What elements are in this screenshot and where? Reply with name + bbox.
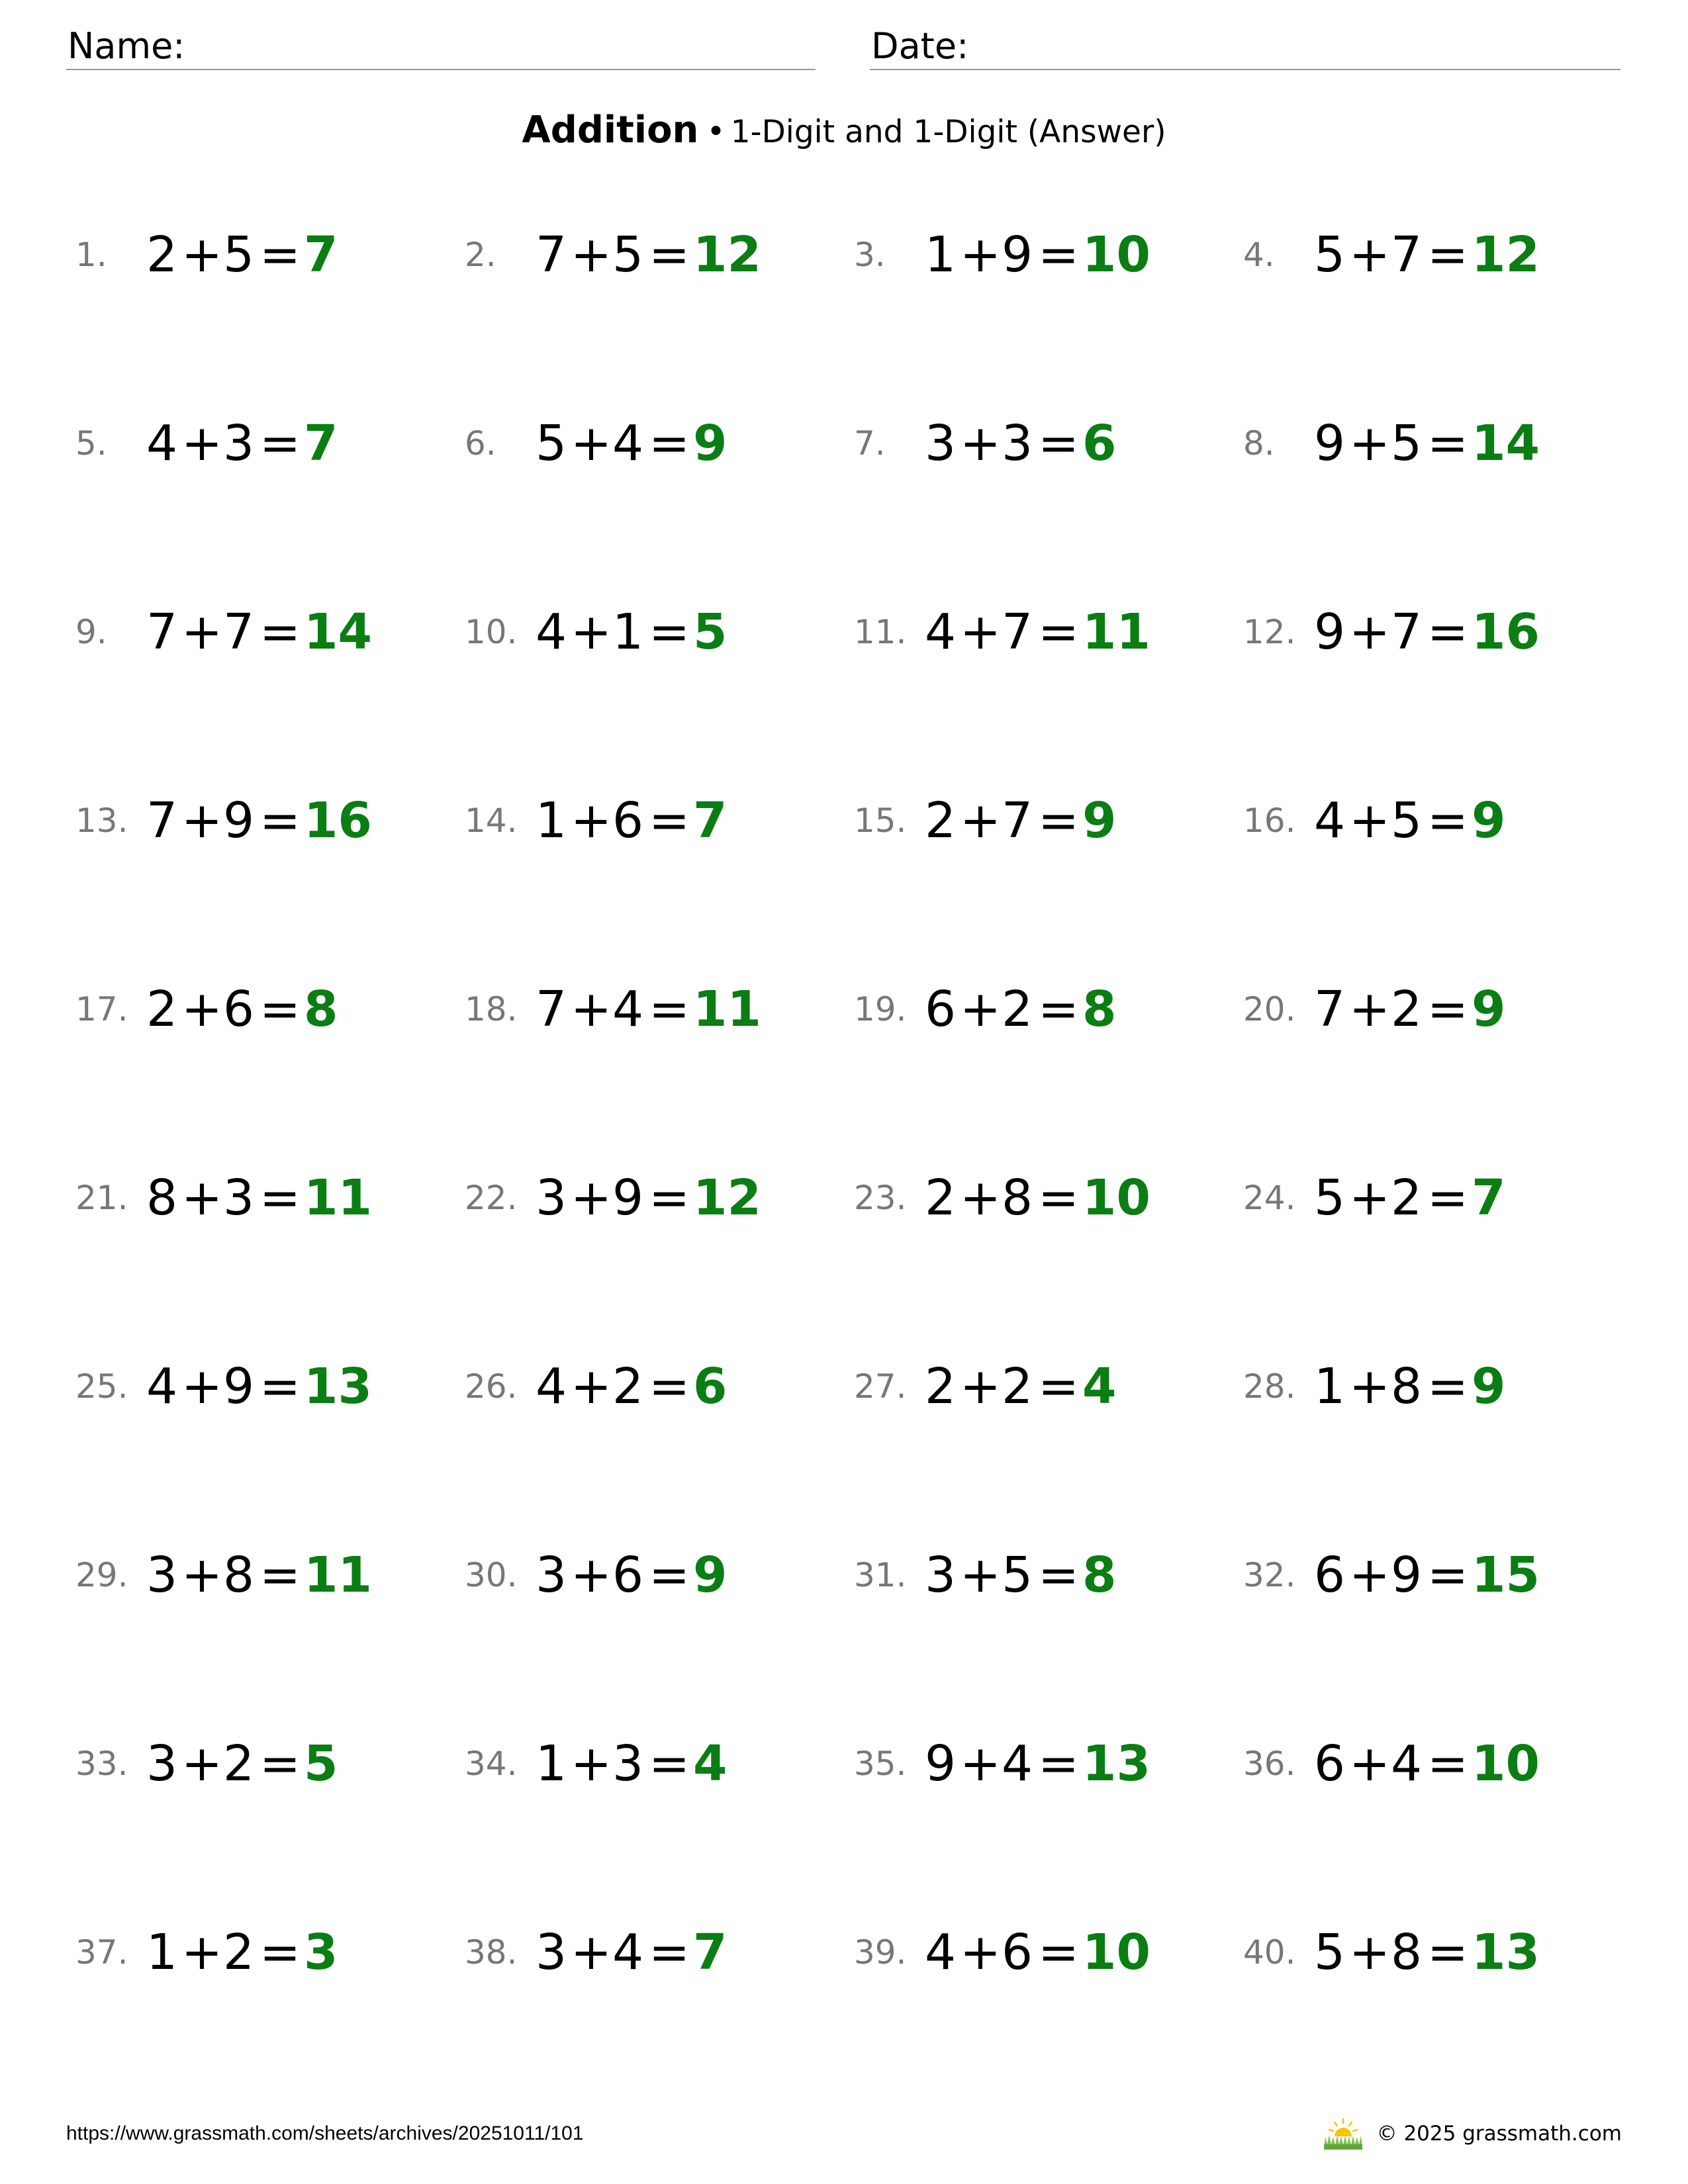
equals-sign: = xyxy=(1427,1735,1468,1792)
answer: 9 xyxy=(1472,1358,1506,1415)
operand-a: 3 xyxy=(925,415,957,472)
equals-sign: = xyxy=(1037,1358,1079,1415)
title-subtitle: 1-Digit and 1-Digit (Answer) xyxy=(730,114,1166,150)
problem-number: 23. xyxy=(854,1179,907,1217)
answer: 8 xyxy=(304,981,338,1038)
operand-b: 7 xyxy=(1391,604,1423,660)
answer: 14 xyxy=(304,604,372,660)
title-main: Addition xyxy=(522,109,699,152)
answer: 11 xyxy=(304,1169,372,1226)
problem-equation xyxy=(925,1919,1150,1985)
problem-number: 16. xyxy=(1243,801,1296,840)
answer: 5 xyxy=(693,604,727,660)
problem-number: 8. xyxy=(1243,424,1275,463)
operator: + xyxy=(1348,1924,1390,1981)
name-label: Name: xyxy=(68,25,185,67)
problem-equation xyxy=(925,1353,1117,1420)
answer: 6 xyxy=(1082,415,1117,472)
operand-a: 9 xyxy=(1314,415,1346,472)
operand-b: 5 xyxy=(1391,415,1423,472)
operator: + xyxy=(570,1358,612,1415)
operand-b: 9 xyxy=(223,1358,255,1415)
problem-number: 15. xyxy=(854,801,907,840)
answer: 7 xyxy=(693,1924,727,1981)
problem-equation xyxy=(1314,1165,1506,1231)
problem-equation xyxy=(925,410,1117,477)
operand-a: 5 xyxy=(1314,1924,1346,1981)
problem-number: 38. xyxy=(465,1933,518,1972)
answer: 5 xyxy=(304,1735,338,1792)
problem-number: 11. xyxy=(854,613,907,651)
problem-equation xyxy=(536,788,727,854)
equals-sign: = xyxy=(259,1169,301,1226)
problem-equation xyxy=(146,1731,338,1797)
equals-sign: = xyxy=(648,981,690,1038)
answer: 16 xyxy=(1472,604,1540,660)
operand-a: 1 xyxy=(1314,1358,1346,1415)
equals-sign: = xyxy=(648,415,690,472)
operand-a: 8 xyxy=(146,1169,178,1226)
operand-b: 6 xyxy=(612,792,644,849)
date-label: Date: xyxy=(871,25,969,67)
answer: 12 xyxy=(693,226,761,283)
equals-sign: = xyxy=(259,792,301,849)
problem-equation xyxy=(1314,976,1506,1042)
problem-number: 3. xyxy=(854,236,886,274)
operator: + xyxy=(1348,1547,1390,1604)
operand-a: 4 xyxy=(146,415,178,472)
answer: 8 xyxy=(1082,1547,1117,1604)
operator: + xyxy=(1348,604,1390,660)
operator: + xyxy=(959,792,1001,849)
operand-b: 7 xyxy=(1002,604,1033,660)
name-field[interactable] xyxy=(66,24,816,70)
operator: + xyxy=(570,981,612,1038)
equals-sign: = xyxy=(1037,1169,1079,1226)
problem-equation xyxy=(536,1353,727,1420)
equals-sign: = xyxy=(648,604,690,660)
problem-equation xyxy=(1314,410,1540,477)
equals-sign: = xyxy=(1037,415,1079,472)
problem-equation xyxy=(536,1165,761,1231)
operator: + xyxy=(959,1735,1001,1792)
operator: + xyxy=(1348,415,1390,472)
operand-a: 3 xyxy=(146,1735,178,1792)
footer-url[interactable]: https://www.grassmath.com/sheets/archives/20251011/101 xyxy=(66,2122,584,2144)
grass-sun-logo-icon xyxy=(1321,2118,1365,2150)
operand-a: 1 xyxy=(536,792,567,849)
operand-b: 8 xyxy=(1391,1924,1423,1981)
problem-number: 26. xyxy=(465,1367,518,1406)
equals-sign: = xyxy=(1037,792,1079,849)
operator: + xyxy=(181,792,222,849)
problem-equation xyxy=(925,222,1150,288)
equals-sign: = xyxy=(259,1358,301,1415)
operand-b: 2 xyxy=(1002,981,1033,1038)
problem-number: 35. xyxy=(854,1745,907,1783)
operator: + xyxy=(181,604,222,660)
operand-a: 7 xyxy=(536,226,567,283)
answer: 9 xyxy=(693,1547,727,1604)
operand-a: 1 xyxy=(536,1735,567,1792)
operand-b: 3 xyxy=(1002,415,1033,472)
footer-copyright: © 2025 grassmath.com xyxy=(1376,2122,1622,2146)
operator: + xyxy=(570,415,612,472)
problem-number: 28. xyxy=(1243,1367,1296,1406)
answer: 13 xyxy=(304,1358,372,1415)
operator: + xyxy=(959,1924,1001,1981)
answer: 7 xyxy=(304,226,338,283)
operand-b: 9 xyxy=(1391,1547,1423,1604)
problem-equation xyxy=(146,976,338,1042)
answer: 8 xyxy=(1082,981,1117,1038)
problem-equation xyxy=(925,1542,1117,1608)
operand-a: 9 xyxy=(925,1735,957,1792)
problem-grid xyxy=(0,222,1688,2081)
operand-b: 4 xyxy=(1002,1735,1033,1792)
operator: + xyxy=(570,1169,612,1226)
equals-sign: = xyxy=(259,981,301,1038)
operand-b: 5 xyxy=(1391,792,1423,849)
problem-equation xyxy=(1314,1919,1540,1985)
operand-b: 2 xyxy=(1002,1358,1033,1415)
operand-a: 9 xyxy=(1314,604,1346,660)
equals-sign: = xyxy=(259,415,301,472)
operand-b: 2 xyxy=(1391,1169,1423,1226)
problem-number: 14. xyxy=(465,801,518,840)
problem-number: 17. xyxy=(75,990,128,1028)
equals-sign: = xyxy=(648,1735,690,1792)
operand-a: 3 xyxy=(536,1169,567,1226)
problem-number: 2. xyxy=(465,236,496,274)
problem-equation xyxy=(1314,1353,1506,1420)
problem-equation xyxy=(146,222,338,288)
problem-equation xyxy=(1314,1731,1540,1797)
equals-sign: = xyxy=(1427,1924,1468,1981)
equals-sign: = xyxy=(1427,981,1468,1038)
footer-copyright-block xyxy=(1321,2118,1622,2150)
equals-sign: = xyxy=(1037,604,1079,660)
operand-a: 3 xyxy=(925,1547,957,1604)
operand-b: 3 xyxy=(612,1735,644,1792)
equals-sign: = xyxy=(259,1547,301,1604)
operand-a: 2 xyxy=(146,226,178,283)
answer: 10 xyxy=(1082,226,1150,283)
operand-b: 2 xyxy=(223,1735,255,1792)
answer: 6 xyxy=(693,1358,727,1415)
equals-sign: = xyxy=(648,1358,690,1415)
operator: + xyxy=(570,1924,612,1981)
problem-number: 31. xyxy=(854,1556,907,1594)
answer: 14 xyxy=(1472,415,1540,472)
problem-equation xyxy=(925,788,1117,854)
operator: + xyxy=(959,604,1001,660)
problem-number: 34. xyxy=(465,1745,518,1783)
problem-number: 24. xyxy=(1243,1179,1296,1217)
operator: + xyxy=(1348,981,1390,1038)
title-separator: • xyxy=(706,113,726,150)
problem-number: 20. xyxy=(1243,990,1296,1028)
problem-equation xyxy=(1314,788,1506,854)
operand-b: 6 xyxy=(1002,1924,1033,1981)
problem-number: 12. xyxy=(1243,613,1296,651)
operator: + xyxy=(570,792,612,849)
operand-b: 7 xyxy=(1002,792,1033,849)
operand-a: 4 xyxy=(1314,792,1346,849)
operator: + xyxy=(959,415,1001,472)
operand-a: 1 xyxy=(925,226,957,283)
operand-a: 2 xyxy=(925,1169,957,1226)
equals-sign: = xyxy=(1037,1924,1079,1981)
operand-a: 6 xyxy=(1314,1547,1346,1604)
answer: 12 xyxy=(693,1169,761,1226)
answer: 16 xyxy=(304,792,372,849)
operand-a: 3 xyxy=(146,1547,178,1604)
operand-a: 5 xyxy=(1314,226,1346,283)
operator: + xyxy=(959,226,1001,283)
operand-b: 2 xyxy=(612,1358,644,1415)
problem-equation xyxy=(146,410,338,477)
operator: + xyxy=(1348,226,1390,283)
equals-sign: = xyxy=(1037,981,1079,1038)
equals-sign: = xyxy=(1427,604,1468,660)
operator: + xyxy=(181,1169,222,1226)
equals-sign: = xyxy=(648,1547,690,1604)
answer: 10 xyxy=(1082,1924,1150,1981)
equals-sign: = xyxy=(259,604,301,660)
answer: 4 xyxy=(693,1735,727,1792)
operand-a: 4 xyxy=(146,1358,178,1415)
operator: + xyxy=(959,1169,1001,1226)
operand-a: 6 xyxy=(925,981,957,1038)
operand-b: 2 xyxy=(223,1924,255,1981)
operand-b: 6 xyxy=(223,981,255,1038)
problem-number: 25. xyxy=(75,1367,128,1406)
operator: + xyxy=(1348,1169,1390,1226)
operand-b: 8 xyxy=(1391,1358,1423,1415)
operand-a: 1 xyxy=(146,1924,178,1981)
operand-b: 5 xyxy=(223,226,255,283)
operator: + xyxy=(570,604,612,660)
problem-number: 18. xyxy=(465,990,518,1028)
problem-number: 36. xyxy=(1243,1745,1296,1783)
problem-equation xyxy=(1314,1542,1540,1608)
operator: + xyxy=(570,226,612,283)
operand-b: 5 xyxy=(612,226,644,283)
equals-sign: = xyxy=(1427,226,1468,283)
operator: + xyxy=(1348,1735,1390,1792)
answer: 15 xyxy=(1472,1547,1540,1604)
equals-sign: = xyxy=(259,226,301,283)
operand-a: 4 xyxy=(536,604,567,660)
operator: + xyxy=(959,1547,1001,1604)
operand-a: 2 xyxy=(925,1358,957,1415)
answer: 13 xyxy=(1472,1924,1540,1981)
operator: + xyxy=(1348,792,1390,849)
problem-number: 9. xyxy=(75,613,107,651)
equals-sign: = xyxy=(1037,1735,1079,1792)
answer: 11 xyxy=(693,981,761,1038)
operand-b: 7 xyxy=(1391,226,1423,283)
equals-sign: = xyxy=(648,1924,690,1981)
operand-b: 8 xyxy=(223,1547,255,1604)
problem-equation xyxy=(1314,222,1540,288)
problem-number: 10. xyxy=(465,613,518,651)
operand-b: 9 xyxy=(223,792,255,849)
answer: 10 xyxy=(1082,1169,1150,1226)
problem-equation xyxy=(536,410,727,477)
problem-number: 13. xyxy=(75,801,128,840)
equals-sign: = xyxy=(259,1924,301,1981)
operand-a: 7 xyxy=(1314,981,1346,1038)
operand-b: 9 xyxy=(612,1169,644,1226)
answer: 12 xyxy=(1472,226,1540,283)
operator: + xyxy=(181,415,222,472)
problem-number: 39. xyxy=(854,1933,907,1972)
problem-number: 1. xyxy=(75,236,107,274)
problem-number: 32. xyxy=(1243,1556,1296,1594)
problem-number: 21. xyxy=(75,1179,128,1217)
equals-sign: = xyxy=(648,1169,690,1226)
problem-equation xyxy=(536,1731,727,1797)
problem-equation xyxy=(536,599,727,665)
answer: 9 xyxy=(693,415,727,472)
problem-number: 7. xyxy=(854,424,886,463)
problem-number: 29. xyxy=(75,1556,128,1594)
answer: 11 xyxy=(1082,604,1150,660)
problem-number: 33. xyxy=(75,1745,128,1783)
equals-sign: = xyxy=(1427,1547,1468,1604)
answer: 13 xyxy=(1082,1735,1150,1792)
problem-number: 6. xyxy=(465,424,496,463)
operand-b: 2 xyxy=(1391,981,1423,1038)
operand-b: 3 xyxy=(223,415,255,472)
operator: + xyxy=(181,1924,222,1981)
operand-b: 7 xyxy=(223,604,255,660)
answer: 9 xyxy=(1472,792,1506,849)
problem-equation xyxy=(925,599,1150,665)
problem-number: 40. xyxy=(1243,1933,1296,1972)
operator: + xyxy=(570,1547,612,1604)
operand-a: 7 xyxy=(146,604,178,660)
operator: + xyxy=(1348,1358,1390,1415)
date-field[interactable] xyxy=(870,24,1620,70)
problem-number: 4. xyxy=(1243,236,1275,274)
answer: 4 xyxy=(1082,1358,1117,1415)
operand-b: 9 xyxy=(1002,226,1033,283)
operator: + xyxy=(181,1735,222,1792)
equals-sign: = xyxy=(259,1735,301,1792)
equals-sign: = xyxy=(1037,1547,1079,1604)
equals-sign: = xyxy=(648,792,690,849)
operand-a: 5 xyxy=(1314,1169,1346,1226)
problem-equation xyxy=(146,788,372,854)
answer: 10 xyxy=(1472,1735,1540,1792)
answer: 11 xyxy=(304,1547,372,1604)
problem-equation xyxy=(925,1165,1150,1231)
operator: + xyxy=(570,1735,612,1792)
operand-a: 2 xyxy=(925,792,957,849)
operand-a: 2 xyxy=(146,981,178,1038)
operand-a: 7 xyxy=(146,792,178,849)
operand-b: 8 xyxy=(1002,1169,1033,1226)
problem-number: 30. xyxy=(465,1556,518,1594)
operand-b: 4 xyxy=(612,415,644,472)
problem-equation xyxy=(1314,599,1540,665)
problem-equation xyxy=(146,1919,338,1985)
operator: + xyxy=(181,981,222,1038)
problem-number: 5. xyxy=(75,424,107,463)
equals-sign: = xyxy=(1427,415,1468,472)
operator: + xyxy=(181,1358,222,1415)
operator: + xyxy=(959,1358,1001,1415)
operand-a: 6 xyxy=(1314,1735,1346,1792)
operand-b: 3 xyxy=(223,1169,255,1226)
operand-a: 5 xyxy=(536,415,567,472)
problem-equation xyxy=(146,1353,372,1420)
operand-b: 4 xyxy=(612,981,644,1038)
operand-b: 5 xyxy=(1002,1547,1033,1604)
operand-a: 3 xyxy=(536,1547,567,1604)
operator: + xyxy=(959,981,1001,1038)
operand-a: 4 xyxy=(925,1924,957,1981)
equals-sign: = xyxy=(1427,1169,1468,1226)
problem-equation xyxy=(146,599,372,665)
operand-a: 4 xyxy=(536,1358,567,1415)
problem-equation xyxy=(536,222,761,288)
problem-equation xyxy=(925,1731,1150,1797)
answer: 7 xyxy=(1472,1169,1506,1226)
equals-sign: = xyxy=(1037,226,1079,283)
operand-b: 6 xyxy=(612,1547,644,1604)
answer: 9 xyxy=(1472,981,1506,1038)
answer: 3 xyxy=(304,1924,338,1981)
problem-equation xyxy=(925,976,1117,1042)
problem-equation xyxy=(146,1542,372,1608)
operand-b: 1 xyxy=(612,604,644,660)
operand-a: 7 xyxy=(536,981,567,1038)
operand-b: 4 xyxy=(1391,1735,1423,1792)
problem-equation xyxy=(536,1919,727,1985)
answer: 9 xyxy=(1082,792,1117,849)
problem-equation xyxy=(536,1542,727,1608)
operand-a: 3 xyxy=(536,1924,567,1981)
operand-b: 4 xyxy=(612,1924,644,1981)
answer: 7 xyxy=(304,415,338,472)
equals-sign: = xyxy=(1427,1358,1468,1415)
answer: 7 xyxy=(693,792,727,849)
problem-equation xyxy=(146,1165,372,1231)
problem-number: 22. xyxy=(465,1179,518,1217)
operator: + xyxy=(181,226,222,283)
problem-equation xyxy=(536,976,761,1042)
problem-number: 27. xyxy=(854,1367,907,1406)
equals-sign: = xyxy=(1427,792,1468,849)
problem-number: 37. xyxy=(75,1933,128,1972)
worksheet-title xyxy=(0,105,1688,165)
equals-sign: = xyxy=(648,226,690,283)
problem-number: 19. xyxy=(854,990,907,1028)
operand-a: 4 xyxy=(925,604,957,660)
operator: + xyxy=(181,1547,222,1604)
